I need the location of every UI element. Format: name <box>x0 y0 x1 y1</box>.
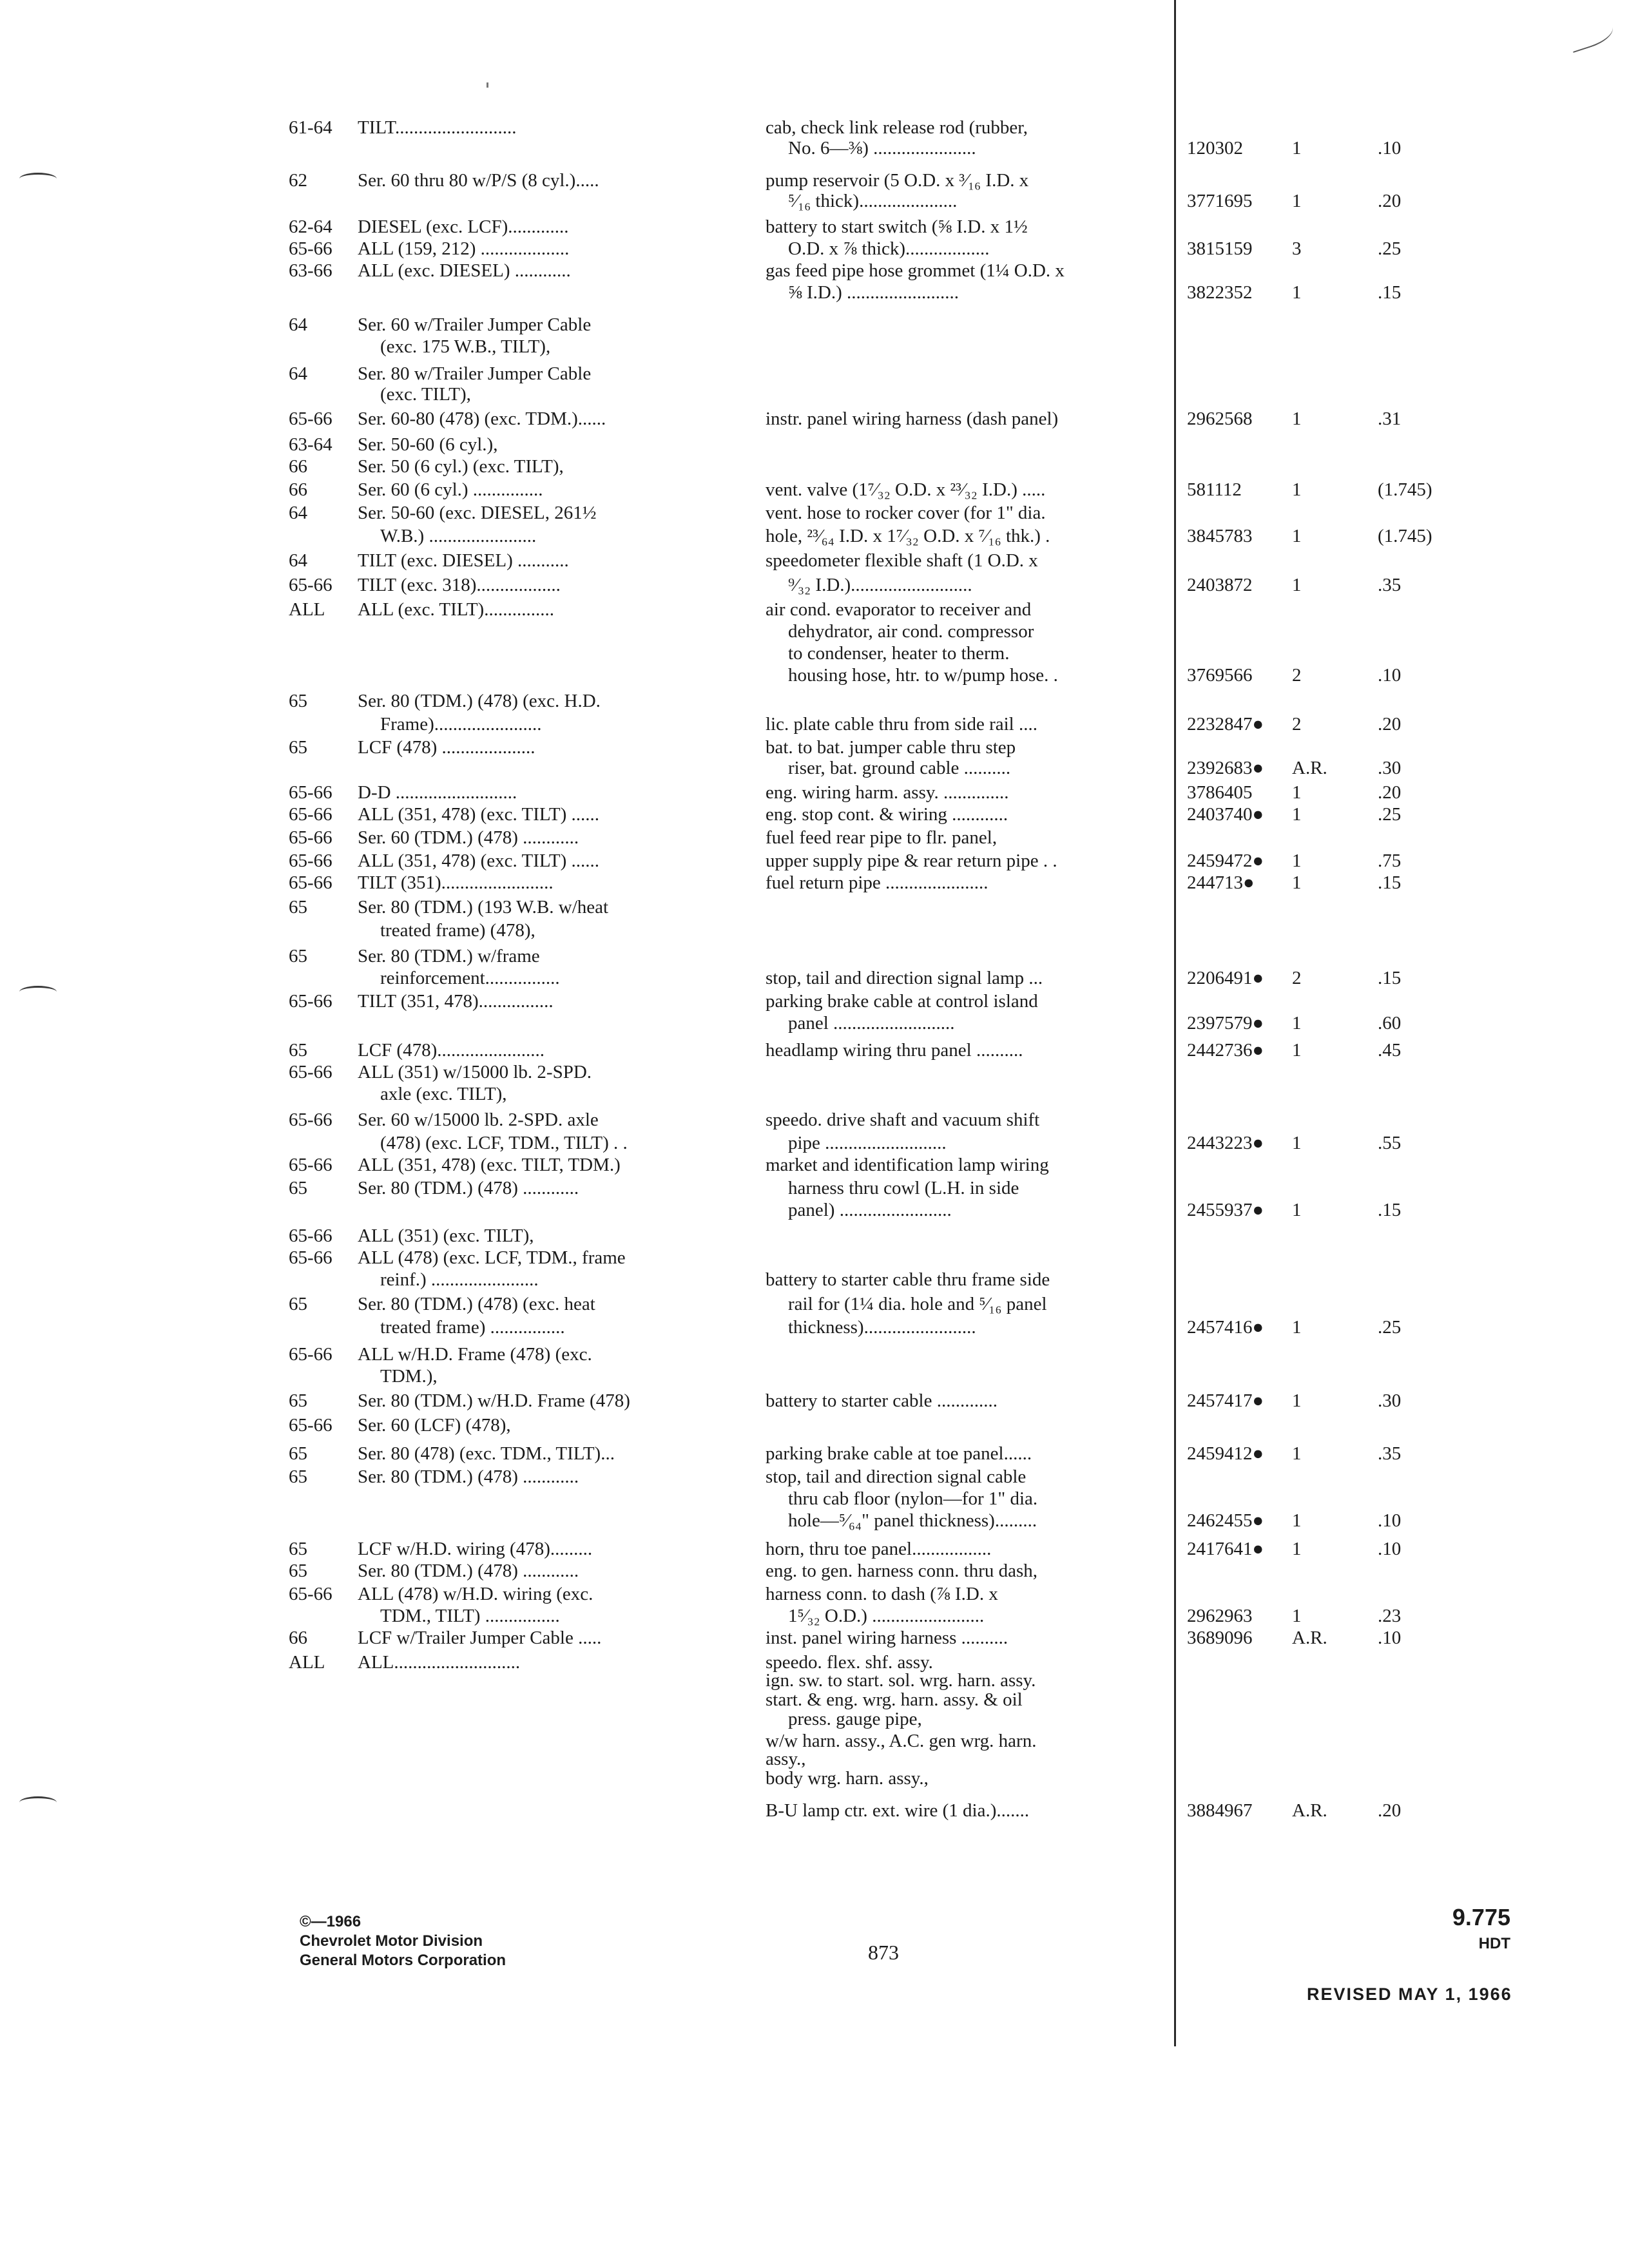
part-number: 2457417● <box>1187 1390 1264 1411</box>
part-number: 2455937● <box>1187 1200 1264 1220</box>
part-number: 2403872 <box>1187 575 1253 595</box>
model-application: ALL (478) w/H.D. wiring (exc. <box>358 1584 593 1604</box>
part-description: hole—⁵⁄₆₄" panel thickness)......... <box>788 1510 1037 1531</box>
model-application: Ser. 80 (478) (exc. TDM., TILT)... <box>358 1443 615 1464</box>
part-price: .55 <box>1378 1133 1402 1153</box>
model-year: 65-66 <box>289 1344 333 1365</box>
copyright-line: ©—1966 <box>300 1913 361 1930</box>
part-price: .20 <box>1378 191 1402 211</box>
model-application: ALL (exc. DIESEL) ............ <box>358 260 571 281</box>
model-year: 65-66 <box>289 575 333 595</box>
part-price: (1.745) <box>1378 526 1432 546</box>
part-number: 2206491● <box>1187 968 1264 988</box>
model-application: ALL (351) (exc. TILT), <box>358 1225 534 1246</box>
part-description: press. gauge pipe, <box>788 1709 922 1729</box>
part-description: air cond. evaporator to receiver and <box>766 599 1032 620</box>
model-application: TILT (351)........................ <box>358 872 554 893</box>
part-quantity: 1 <box>1292 1133 1302 1153</box>
part-description: eng. wiring harm. assy. .............. <box>766 782 1009 803</box>
model-year: 65-66 <box>289 408 333 429</box>
part-number: 581112 <box>1187 479 1242 500</box>
part-number: 2962963 <box>1187 1606 1253 1626</box>
part-price: .25 <box>1378 1317 1402 1338</box>
model-year: 65-66 <box>289 782 333 803</box>
part-quantity: 1 <box>1292 804 1302 825</box>
part-description: vent. valve (1⁷⁄₃₂ O.D. x ²³⁄₃₂ I.D.) ..... <box>766 479 1046 500</box>
part-number: 2392683● <box>1187 758 1264 778</box>
part-price: .10 <box>1378 1510 1402 1531</box>
model-application: Ser. 60 thru 80 w/P/S (8 cyl.)..... <box>358 170 599 191</box>
part-description: ⁹⁄₃₂ I.D.).......................... <box>788 575 972 595</box>
part-number: 2397579● <box>1187 1013 1264 1033</box>
part-number: 3769566 <box>1187 665 1253 686</box>
part-quantity: A.R. <box>1292 1628 1327 1648</box>
part-description: harness conn. to dash (⅞ I.D. x <box>766 1584 998 1604</box>
model-application: TILT.......................... <box>358 117 517 138</box>
part-description: gas feed pipe hose grommet (1¼ O.D. x <box>766 260 1065 281</box>
part-description: instr. panel wiring harness (dash panel) <box>766 408 1059 429</box>
model-application: Ser. 60 (6 cyl.) ............... <box>358 479 543 500</box>
model-application: ALL (351, 478) (exc. TILT) ...... <box>358 804 600 825</box>
part-description: panel) ........................ <box>788 1200 952 1220</box>
part-number: 120302 <box>1187 138 1243 159</box>
model-year: 64 <box>289 550 307 571</box>
model-year: 61-64 <box>289 117 333 138</box>
model-application: Ser. 80 (TDM.) (478) ............ <box>358 1178 579 1198</box>
part-quantity: 3 <box>1292 238 1302 259</box>
part-quantity: 1 <box>1292 1390 1302 1411</box>
revision-date: REVISED MAY 1, 1966 <box>1307 1984 1512 2004</box>
part-number: 244713● <box>1187 872 1255 893</box>
part-number: 2459412● <box>1187 1443 1264 1464</box>
part-price: .30 <box>1378 758 1402 778</box>
model-application: DIESEL (exc. LCF)............. <box>358 216 569 237</box>
model-year: 64 <box>289 503 307 523</box>
model-application: Ser. 60 (TDM.) (478) ............ <box>358 827 579 848</box>
model-application: axle (exc. TILT), <box>380 1084 507 1104</box>
scan-speck <box>487 82 488 88</box>
part-description: battery to start switch (⅝ I.D. x 1½ <box>766 216 1028 237</box>
part-description: speedo. drive shaft and vacuum shift <box>766 1110 1040 1130</box>
part-description: start. & eng. wrg. harn. assy. & oil <box>766 1689 1023 1710</box>
part-number: 2417641● <box>1187 1539 1264 1559</box>
model-application: (478) (exc. LCF, TDM., TILT) . . <box>380 1133 628 1153</box>
model-application: TILT (exc. 318).................. <box>358 575 561 595</box>
model-year: 65-66 <box>289 804 333 825</box>
part-number: 2403740● <box>1187 804 1264 825</box>
model-application: Ser. 80 (TDM.) (478) (exc. heat <box>358 1294 595 1314</box>
model-year: 63-64 <box>289 434 333 455</box>
part-description: parking brake cable at control island <box>766 991 1038 1012</box>
part-number: 2459472● <box>1187 850 1264 871</box>
part-quantity: 2 <box>1292 714 1302 735</box>
part-quantity: 1 <box>1292 575 1302 595</box>
part-description: speedo. flex. shf. assy. <box>766 1652 933 1673</box>
part-price: .30 <box>1378 1390 1402 1411</box>
part-quantity: 1 <box>1292 526 1302 546</box>
model-application: LCF w/H.D. wiring (478)......... <box>358 1539 593 1559</box>
binder-hole-mark <box>19 1796 57 1809</box>
model-application: D-D .......................... <box>358 782 517 803</box>
part-quantity: 1 <box>1292 782 1302 803</box>
model-application: Ser. 60 w/Trailer Jumper Cable <box>358 314 592 335</box>
part-number: 3845783 <box>1187 526 1253 546</box>
model-year: 64 <box>289 363 307 384</box>
model-application: ALL........................... <box>358 1652 521 1673</box>
part-quantity: 1 <box>1292 1539 1302 1559</box>
part-number: 2457416● <box>1187 1317 1264 1338</box>
publisher-block <box>300 1912 506 1970</box>
model-year: 63-66 <box>289 260 333 281</box>
model-year: 65 <box>289 1294 307 1314</box>
model-application: ALL (159, 212) ................... <box>358 238 570 259</box>
model-application: ALL (478) (exc. LCF, TDM., frame <box>358 1247 626 1268</box>
part-price: .15 <box>1378 1200 1402 1220</box>
part-description: No. 6—⅜) ...................... <box>788 138 976 159</box>
model-application: (exc. TILT), <box>380 384 471 405</box>
part-number: 3815159 <box>1187 238 1253 259</box>
part-description: ⅝ I.D.) ........................ <box>788 282 959 303</box>
corner-pencil-mark <box>1567 19 1616 53</box>
part-description: fuel return pipe ...................... <box>766 872 988 893</box>
model-application: Ser. 50-60 (6 cyl.), <box>358 434 498 455</box>
part-description: ⁵⁄₁₆ thick)..................... <box>788 191 958 211</box>
part-price: .20 <box>1378 714 1402 735</box>
part-description: battery to starter cable ............. <box>766 1390 998 1411</box>
model-year: 66 <box>289 1628 307 1648</box>
part-price: .15 <box>1378 968 1402 988</box>
part-description: body wrg. harn. assy., <box>766 1768 929 1789</box>
model-year: 65 <box>289 1561 307 1581</box>
model-application: ALL (351) w/15000 lb. 2-SPD. <box>358 1062 592 1082</box>
model-application: Ser. 60 w/15000 lb. 2-SPD. axle <box>358 1110 599 1130</box>
model-application: Frame)....................... <box>380 714 542 735</box>
section-number: 9.775 <box>1452 1904 1510 1930</box>
part-price: .75 <box>1378 850 1402 871</box>
model-application: treated frame) (478), <box>380 920 535 941</box>
model-year: ALL <box>289 599 325 620</box>
model-application: Ser. 50-60 (exc. DIESEL, 261½ <box>358 503 597 523</box>
part-number: 3884967 <box>1187 1800 1253 1821</box>
model-year: 65 <box>289 1178 307 1198</box>
part-quantity: 1 <box>1292 850 1302 871</box>
part-quantity: 1 <box>1292 479 1302 500</box>
part-price: .25 <box>1378 804 1402 825</box>
part-description: ign. sw. to start. sol. wrg. harn. assy. <box>766 1670 1036 1691</box>
part-description: w/w harn. assy., A.C. gen wrg. harn. <box>766 1731 1037 1751</box>
part-description: market and identification lamp wiring <box>766 1155 1049 1175</box>
part-description: assy., <box>766 1749 806 1769</box>
part-quantity: 1 <box>1292 1317 1302 1338</box>
part-price: .15 <box>1378 872 1402 893</box>
part-description: battery to starter cable thru frame side <box>766 1269 1050 1290</box>
model-application: Ser. 80 (TDM.) (478) ............ <box>358 1466 579 1487</box>
part-quantity: 1 <box>1292 282 1302 303</box>
part-price: .10 <box>1378 1628 1402 1648</box>
part-quantity: 1 <box>1292 191 1302 211</box>
part-description: vent. hose to rocker cover (for 1" dia. <box>766 503 1046 523</box>
model-application: Ser. 80 (TDM.) w/H.D. Frame (478) <box>358 1390 630 1411</box>
part-description: B-U lamp ctr. ext. wire (1 dia.)....... <box>766 1800 1030 1821</box>
model-application: Ser. 60-80 (478) (exc. TDM.)...... <box>358 408 606 429</box>
part-price: .23 <box>1378 1606 1402 1626</box>
model-application: ALL (exc. TILT)............... <box>358 599 554 620</box>
part-price: .10 <box>1378 665 1402 686</box>
part-quantity: 2 <box>1292 968 1302 988</box>
model-application: ALL (351, 478) (exc. TILT) ...... <box>358 850 600 871</box>
model-application: TILT (exc. DIESEL) ........... <box>358 550 569 571</box>
part-description: stop, tail and direction signal lamp ... <box>766 968 1043 988</box>
part-number: 2443223● <box>1187 1133 1264 1153</box>
part-price: .25 <box>1378 238 1402 259</box>
model-year: 65-66 <box>289 1584 333 1604</box>
part-description: inst. panel wiring harness .......... <box>766 1628 1008 1648</box>
model-year: 65 <box>289 1040 307 1061</box>
model-year: 65-66 <box>289 1415 333 1436</box>
binder-hole-mark <box>19 986 57 998</box>
part-description: riser, bat. ground cable .......... <box>788 758 1011 778</box>
part-price: .35 <box>1378 575 1402 595</box>
model-application: ALL w/H.D. Frame (478) (exc. <box>358 1344 592 1365</box>
division-name: Chevrolet Motor Division <box>300 1932 483 1950</box>
binder-hole-mark <box>19 173 57 185</box>
part-description: upper supply pipe & rear return pipe . . <box>766 850 1057 871</box>
model-year: 62-64 <box>289 216 333 237</box>
part-description: to condenser, heater to therm. <box>788 643 1010 664</box>
model-application: TILT (351, 478)................ <box>358 991 554 1012</box>
part-description: housing hose, htr. to w/pump hose. . <box>788 665 1058 686</box>
model-application: LCF w/Trailer Jumper Cable ..... <box>358 1628 602 1648</box>
model-application: LCF (478) .................... <box>358 737 535 758</box>
model-application: Ser. 80 (TDM.) (478) (exc. H.D. <box>358 691 601 711</box>
model-year: 62 <box>289 170 307 191</box>
model-year: 65-66 <box>289 238 333 259</box>
part-description: dehydrator, air cond. compressor <box>788 621 1034 642</box>
part-quantity: 1 <box>1292 1606 1302 1626</box>
column-divider-line <box>1174 0 1176 2046</box>
model-application: Ser. 50 (6 cyl.) (exc. TILT), <box>358 456 564 477</box>
model-application: Ser. 80 (TDM.) (478) ............ <box>358 1561 579 1581</box>
model-year: 65-66 <box>289 1225 333 1246</box>
model-year: 65-66 <box>289 1110 333 1130</box>
model-application: (exc. 175 W.B., TILT), <box>380 336 551 357</box>
part-description: panel .......................... <box>788 1013 955 1033</box>
model-year: 65-66 <box>289 872 333 893</box>
part-price: .31 <box>1378 408 1402 429</box>
model-year: 65-66 <box>289 1155 333 1175</box>
part-quantity: 1 <box>1292 408 1302 429</box>
model-application: Ser. 80 w/Trailer Jumper Cable <box>358 363 592 384</box>
part-quantity: 1 <box>1292 1013 1302 1033</box>
corporation-name: General Motors Corporation <box>300 1952 506 1969</box>
part-price: .10 <box>1378 138 1402 159</box>
part-price: .60 <box>1378 1013 1402 1033</box>
model-year: 65 <box>289 1390 307 1411</box>
part-quantity: 1 <box>1292 1200 1302 1220</box>
model-year: 66 <box>289 456 307 477</box>
model-year: 65-66 <box>289 1247 333 1268</box>
model-application: ALL (351, 478) (exc. TILT, TDM.) <box>358 1155 621 1175</box>
page-number: 873 <box>868 1941 899 1964</box>
part-description: eng. stop cont. & wiring ............ <box>766 804 1008 825</box>
model-application: treated frame) ................ <box>380 1317 565 1338</box>
part-quantity: A.R. <box>1292 758 1327 778</box>
model-year: 65-66 <box>289 827 333 848</box>
model-year: 65 <box>289 1466 307 1487</box>
model-year: 65 <box>289 897 307 918</box>
part-number: 3689096 <box>1187 1628 1253 1648</box>
model-year: 65 <box>289 737 307 758</box>
part-number: 2232847● <box>1187 714 1264 735</box>
part-quantity: 1 <box>1292 1040 1302 1061</box>
model-application: Ser. 60 (LCF) (478), <box>358 1415 511 1436</box>
part-description: thickness)........................ <box>788 1317 976 1338</box>
model-application: Ser. 80 (TDM.) (193 W.B. w/heat <box>358 897 609 918</box>
part-quantity: 1 <box>1292 1510 1302 1531</box>
part-number: 2962568 <box>1187 408 1253 429</box>
part-quantity: 1 <box>1292 1443 1302 1464</box>
model-year: 65-66 <box>289 850 333 871</box>
model-year: 65 <box>289 1539 307 1559</box>
model-year: 65-66 <box>289 1062 333 1082</box>
part-description: 1⁵⁄₃₂ O.D.) ........................ <box>788 1606 985 1626</box>
part-price: (1.745) <box>1378 479 1432 500</box>
part-description: horn, thru toe panel................. <box>766 1539 992 1559</box>
part-description: harness thru cowl (L.H. in side <box>788 1178 1019 1198</box>
model-application: reinf.) ....................... <box>380 1269 539 1290</box>
part-description: speedometer flexible shaft (1 O.D. x <box>766 550 1038 571</box>
model-year: 65-66 <box>289 991 333 1012</box>
part-description: headlamp wiring thru panel .......... <box>766 1040 1023 1061</box>
part-price: .45 <box>1378 1040 1402 1061</box>
part-quantity: A.R. <box>1292 1800 1327 1821</box>
model-year: ALL <box>289 1652 325 1673</box>
part-price: .20 <box>1378 782 1402 803</box>
section-code: HDT <box>1478 1935 1510 1952</box>
part-description: pump reservoir (5 O.D. x ³⁄₁₆ I.D. x <box>766 170 1029 191</box>
part-price: .35 <box>1378 1443 1402 1464</box>
part-description: lic. plate cable thru from side rail .... <box>766 714 1037 735</box>
part-description: eng. to gen. harness conn. thru dash, <box>766 1561 1038 1581</box>
part-price: .15 <box>1378 282 1402 303</box>
part-description: O.D. x ⅞ thick).................. <box>788 238 990 259</box>
part-price: .20 <box>1378 1800 1402 1821</box>
part-description: bat. to bat. jumper cable thru step <box>766 737 1016 758</box>
part-quantity: 2 <box>1292 665 1302 686</box>
part-number: 3786405 <box>1187 782 1253 803</box>
part-description: stop, tail and direction signal cable <box>766 1466 1027 1487</box>
model-application: W.B.) ....................... <box>380 526 537 546</box>
part-description: hole, ²³⁄₆₄ I.D. x 1⁷⁄₃₂ O.D. x ⁷⁄₁₆ thk.) . <box>766 526 1050 546</box>
part-price: .10 <box>1378 1539 1402 1559</box>
part-quantity: 1 <box>1292 138 1302 159</box>
part-number: 3822352 <box>1187 282 1253 303</box>
part-description: pipe .......................... <box>788 1133 947 1153</box>
model-application: LCF (478)....................... <box>358 1040 545 1061</box>
model-application: TDM.), <box>380 1366 438 1387</box>
model-application: Ser. 80 (TDM.) w/frame <box>358 946 540 966</box>
part-description: thru cab floor (nylon—for 1" dia. <box>788 1488 1038 1509</box>
part-number: 2462455● <box>1187 1510 1264 1531</box>
model-year: 65 <box>289 946 307 966</box>
model-year: 65 <box>289 691 307 711</box>
part-number: 2442736● <box>1187 1040 1264 1061</box>
part-description: fuel feed rear pipe to flr. panel, <box>766 827 998 848</box>
model-application: reinforcement................ <box>380 968 560 988</box>
part-description: parking brake cable at toe panel...... <box>766 1443 1032 1464</box>
part-description: rail for (1¼ dia. hole and ⁵⁄₁₆ panel <box>788 1294 1047 1314</box>
part-quantity: 1 <box>1292 872 1302 893</box>
model-year: 65 <box>289 1443 307 1464</box>
model-year: 64 <box>289 314 307 335</box>
part-description: cab, check link release rod (rubber, <box>766 117 1028 138</box>
part-number: 3771695 <box>1187 191 1253 211</box>
model-year: 66 <box>289 479 307 500</box>
model-application: TDM., TILT) ................ <box>380 1606 560 1626</box>
